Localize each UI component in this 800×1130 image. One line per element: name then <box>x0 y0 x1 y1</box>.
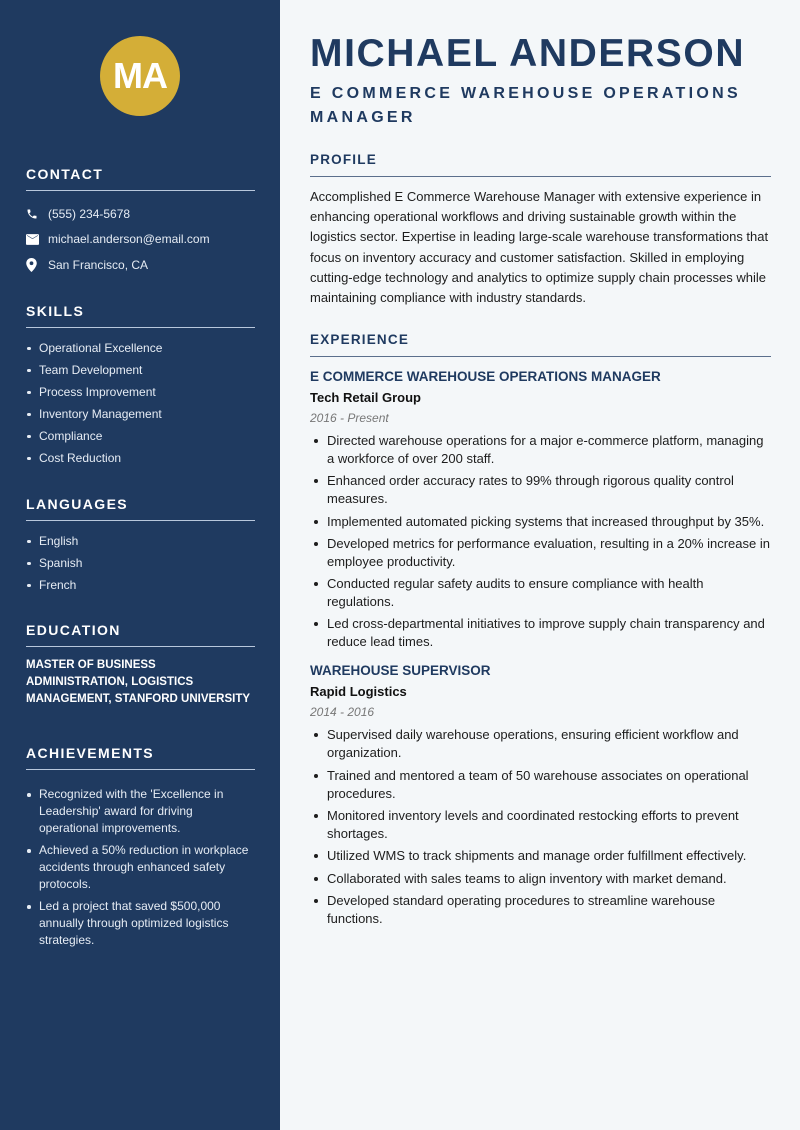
skill-item: Team Development <box>26 359 255 381</box>
job-company: Rapid Logistics <box>310 684 407 700</box>
sidebar <box>0 0 280 1130</box>
job-bullet: Led cross-departmental initiatives to improve supply chain transparency and reduce lead times. <box>310 615 771 651</box>
language-item: Spanish <box>26 552 255 574</box>
job-title: WAREHOUSE SUPERVISOR <box>310 663 491 679</box>
skills-heading: SKILLS <box>26 303 255 328</box>
job-bullets <box>310 726 771 927</box>
language-item: English <box>26 530 255 552</box>
languages-section <box>26 496 255 596</box>
job-bullet: Monitored inventory levels and coordinated restocking efforts to prevent shortages. <box>310 807 771 843</box>
contact-location <box>26 252 255 278</box>
job-bullet: Trained and mentored a team of 50 warehouse associates on operational procedures. <box>310 767 771 803</box>
job-title: E COMMERCE WAREHOUSE OPERATIONS MANAGER <box>310 369 661 384</box>
candidate-title: E COMMERCE WAREHOUSE OPERATIONS MANAGER <box>310 85 741 126</box>
profile-heading: PROFILE <box>310 152 771 177</box>
achievement-item: Achieved a 50% reduction in workplace accidents through enhanced safety protocols. <box>26 842 255 893</box>
job-bullet: Conducted regular safety audits to ensure compliance with health regulations. <box>310 575 771 611</box>
profile-section <box>310 152 771 308</box>
skills-list <box>26 337 255 469</box>
contact-section <box>26 166 255 278</box>
job-bullets <box>310 432 771 651</box>
email-icon <box>26 234 48 245</box>
job-entry <box>310 369 771 651</box>
job-company: Tech Retail Group <box>310 390 421 405</box>
contact-location-text: San Francisco, CA <box>48 257 149 272</box>
language-item: French <box>26 574 255 596</box>
skill-item: Inventory Management <box>26 403 255 425</box>
job-bullet: Supervised daily warehouse operations, ensuring efficient workflow and organization. <box>310 726 771 762</box>
education-section <box>26 622 255 708</box>
avatar-initials: MA <box>113 55 167 96</box>
languages-heading: LANGUAGES <box>26 496 255 521</box>
job-entry <box>310 663 771 927</box>
experience-heading: EXPERIENCE <box>310 332 771 357</box>
contact-email <box>26 227 255 253</box>
job-dates: 2014 - 2016 <box>310 705 375 720</box>
job-bullet: Developed metrics for performance evaluation, resulting in a 20% increase in employee productivity. <box>310 535 771 571</box>
profile-summary: Accomplished E Commerce Warehouse Manager with extensive experience in enhancing operational workflows and driving sustainable growth within the logistics sector. Expertise in leading large-scale warehouse transformations that focus on inventory accuracy and customer satisfaction. Skilled in employing cutting-edge technology and analytics to optimize supply chain processes while maintaining compliance with industry standards. <box>310 189 769 306</box>
skill-item: Process Improvement <box>26 381 255 403</box>
job-bullet: Directed warehouse operations for a major e-commerce platform, managing a workforce of over 200 staff. <box>310 432 771 468</box>
candidate-name: MICHAEL ANDERSON <box>310 32 746 75</box>
languages-list <box>26 530 255 596</box>
contact-list <box>26 201 255 278</box>
skill-item: Operational Excellence <box>26 337 255 359</box>
achievements-heading: ACHIEVEMENTS <box>26 745 255 770</box>
job-bullet: Implemented automated picking systems that increased throughput by 35%. <box>310 513 771 531</box>
achievement-item: Led a project that saved $500,000 annually through optimized logistics strategies. <box>26 898 255 949</box>
achievements-list <box>26 786 255 949</box>
skill-item: Cost Reduction <box>26 447 255 469</box>
skill-item: Compliance <box>26 425 255 447</box>
experience-section <box>310 332 771 932</box>
avatar <box>100 36 180 116</box>
education-degree: MASTER OF BUSINESS ADMINISTRATION, LOGISTICS MANAGEMENT, STANFORD UNIVERSITY <box>26 659 251 705</box>
job-bullet: Developed standard operating procedures to streamline warehouse functions. <box>310 892 771 928</box>
contact-phone-text[interactable]: (555) 234-5678 <box>48 206 131 221</box>
job-bullet: Utilized WMS to track shipments and manage order fulfillment effectively. <box>310 847 771 865</box>
job-dates: 2016 - Present <box>310 411 389 425</box>
contact-email-text[interactable]: michael.anderson@email.com <box>48 232 210 247</box>
achievements-section <box>26 745 255 954</box>
achievement-item: Recognized with the 'Excellence in Leadership' award for driving operational improvements. <box>26 786 255 837</box>
job-bullet: Enhanced order accuracy rates to 99% through rigorous quality control measures. <box>310 472 771 508</box>
contact-heading: CONTACT <box>26 166 255 191</box>
contact-phone <box>26 201 255 227</box>
education-heading: EDUCATION <box>26 622 255 647</box>
job-bullet: Collaborated with sales teams to align inventory with market demand. <box>310 870 771 888</box>
phone-icon <box>26 208 48 220</box>
skills-section <box>26 303 255 469</box>
location-icon <box>26 258 48 272</box>
